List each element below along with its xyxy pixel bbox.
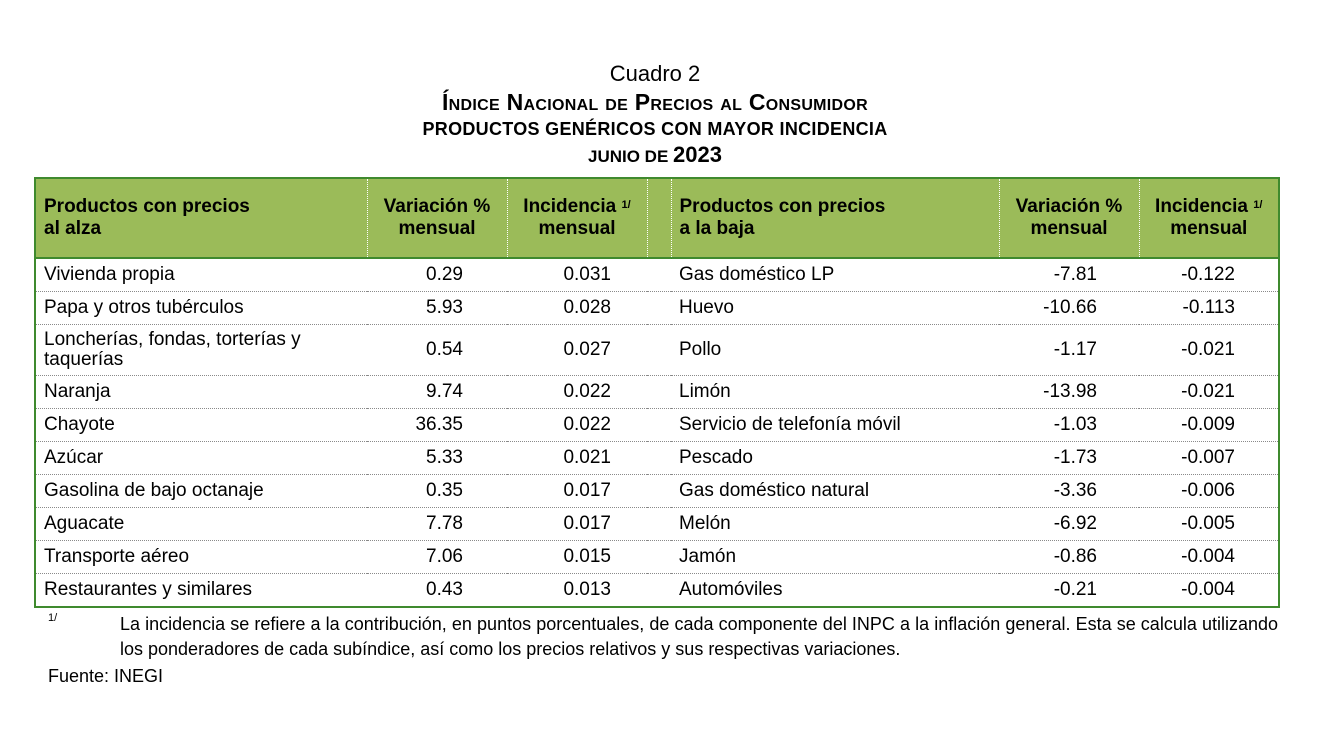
footnote <box>48 612 1278 662</box>
table-row <box>35 292 1279 325</box>
product-up-cell: Loncherías, fondas, torterías y taquerías <box>35 325 367 376</box>
incidence-down-cell: -0.009 <box>1139 409 1279 442</box>
variation-down-cell: -3.36 <box>999 475 1139 508</box>
table-title <box>0 60 1310 170</box>
incidence-down-cell: -0.005 <box>1139 508 1279 541</box>
header-spacer <box>647 178 671 258</box>
header-down-products: Productos con precios a la baja <box>671 178 999 258</box>
incidence-table <box>34 177 1280 608</box>
spacer-cell <box>647 475 671 508</box>
incidence-down-cell: -0.006 <box>1139 475 1279 508</box>
header-up-incidence: Incidencia $^{1/}$ mensual <box>507 178 647 258</box>
incidence-up-cell: 0.017 <box>507 508 647 541</box>
product-down-cell: Huevo <box>671 292 999 325</box>
incidence-up-cell: 0.021 <box>507 442 647 475</box>
product-up-cell: Chayote <box>35 409 367 442</box>
incidence-up-cell: 0.017 <box>507 475 647 508</box>
incidence-down-cell: -0.004 <box>1139 541 1279 574</box>
footnote-mark: 1/ <box>48 612 58 624</box>
variation-up-cell: 5.93 <box>367 292 507 325</box>
variation-up-cell: 0.35 <box>367 475 507 508</box>
incidence-up-cell: 0.022 <box>507 376 647 409</box>
variation-down-cell: -1.03 <box>999 409 1139 442</box>
header-up-variation: Variación % mensual <box>367 178 507 258</box>
product-up-cell: Transporte aéreo <box>35 541 367 574</box>
variation-up-cell: 5.33 <box>367 442 507 475</box>
incidence-up-cell: 0.028 <box>507 292 647 325</box>
spacer-cell <box>647 574 671 608</box>
product-down-cell: Gas doméstico natural <box>671 475 999 508</box>
table-row <box>35 325 1279 376</box>
table-row <box>35 574 1279 608</box>
variation-down-cell: -0.86 <box>999 541 1139 574</box>
variation-down-cell: -6.92 <box>999 508 1139 541</box>
incidence-down-cell: -0.122 <box>1139 258 1279 292</box>
incidence-down-cell: -0.007 <box>1139 442 1279 475</box>
product-up-cell: Papa y otros tubérculos <box>35 292 367 325</box>
incidence-up-cell: 0.022 <box>507 409 647 442</box>
incidence-down-cell: -0.113 <box>1139 292 1279 325</box>
incidence-down-cell: -0.004 <box>1181 579 1235 600</box>
variation-up-cell: 7.06 <box>367 541 507 574</box>
table-main-title: Índice Nacional de Precios al Consumidor <box>441 89 869 115</box>
table-row <box>35 258 1279 292</box>
table-row <box>35 475 1279 508</box>
product-up-cell: Vivienda propia <box>35 258 367 292</box>
product-up-cell: Azúcar <box>35 442 367 475</box>
header-row <box>35 178 1279 258</box>
table-period <box>0 142 1310 170</box>
product-down-cell: Jamón <box>671 541 999 574</box>
header-down-incidence: Incidencia $^{1/}$ mensual <box>1139 178 1279 258</box>
spacer-cell <box>647 325 671 376</box>
product-up-cell: Naranja <box>35 376 367 409</box>
variation-down-cell: -0.21 <box>1053 579 1097 600</box>
product-down-cell: Automóviles <box>679 579 783 600</box>
header-up-products: Productos con precios al alza <box>35 178 367 258</box>
spacer-cell <box>647 292 671 325</box>
header-down-variation: Variación % mensual <box>999 178 1139 258</box>
incidence-up-cell: 0.013 <box>563 579 611 600</box>
variation-up-cell: 0.54 <box>367 325 507 376</box>
table-subtitle: PRODUCTOS GENÉRICOS CON MAYOR INCIDENCIA <box>422 119 888 139</box>
product-up-cell: Gasolina de bajo octanaje <box>35 475 367 508</box>
incidence-down-cell: -0.021 <box>1139 325 1279 376</box>
product-down-cell: Servicio de telefonía móvil <box>671 409 999 442</box>
product-down-cell: Limón <box>671 376 999 409</box>
variation-up-cell: 0.43 <box>426 579 463 600</box>
product-up-cell: Aguacate <box>35 508 367 541</box>
footnote-text: La incidencia se refiere a la contribución, en puntos porcentuales, de cada componente del INPC a la inflación general. Esta se calcula utilizando los ponderadores de cada subíndice, así como los precios relativos y sus respectivas variaciones. <box>120 614 1278 659</box>
spacer-cell <box>647 409 671 442</box>
spacer-cell <box>647 541 671 574</box>
product-up-cell: Restaurantes y similares <box>44 579 253 600</box>
incidence-up-cell: 0.015 <box>507 541 647 574</box>
table-row <box>35 376 1279 409</box>
variation-down-cell: -1.17 <box>999 325 1139 376</box>
spacer-cell <box>647 442 671 475</box>
spacer-cell <box>647 508 671 541</box>
table-row <box>35 409 1279 442</box>
variation-up-cell: 0.29 <box>367 258 507 292</box>
product-down-cell: Gas doméstico LP <box>671 258 999 292</box>
variation-down-cell: -13.98 <box>999 376 1139 409</box>
table-row <box>35 442 1279 475</box>
period-month: JUNIO DE <box>588 147 674 166</box>
variation-up-cell: 36.35 <box>367 409 507 442</box>
spacer-cell <box>647 258 671 292</box>
table-row <box>35 541 1279 574</box>
table-row <box>35 508 1279 541</box>
incidence-down-cell: -0.021 <box>1139 376 1279 409</box>
product-down-cell: Melón <box>671 508 999 541</box>
spacer-cell <box>647 376 671 409</box>
source-note: Fuente: INEGI <box>48 666 164 686</box>
incidence-up-cell: 0.031 <box>507 258 647 292</box>
variation-down-cell: -7.81 <box>999 258 1139 292</box>
variation-down-cell: -10.66 <box>999 292 1139 325</box>
table-number: Cuadro 2 <box>609 61 701 86</box>
product-down-cell: Pescado <box>671 442 999 475</box>
product-down-cell: Pollo <box>671 325 999 376</box>
period-year: 2023 <box>673 142 722 167</box>
variation-up-cell: 7.78 <box>367 508 507 541</box>
incidence-up-cell: 0.027 <box>507 325 647 376</box>
variation-down-cell: -1.73 <box>999 442 1139 475</box>
variation-up-cell: 9.74 <box>367 376 507 409</box>
